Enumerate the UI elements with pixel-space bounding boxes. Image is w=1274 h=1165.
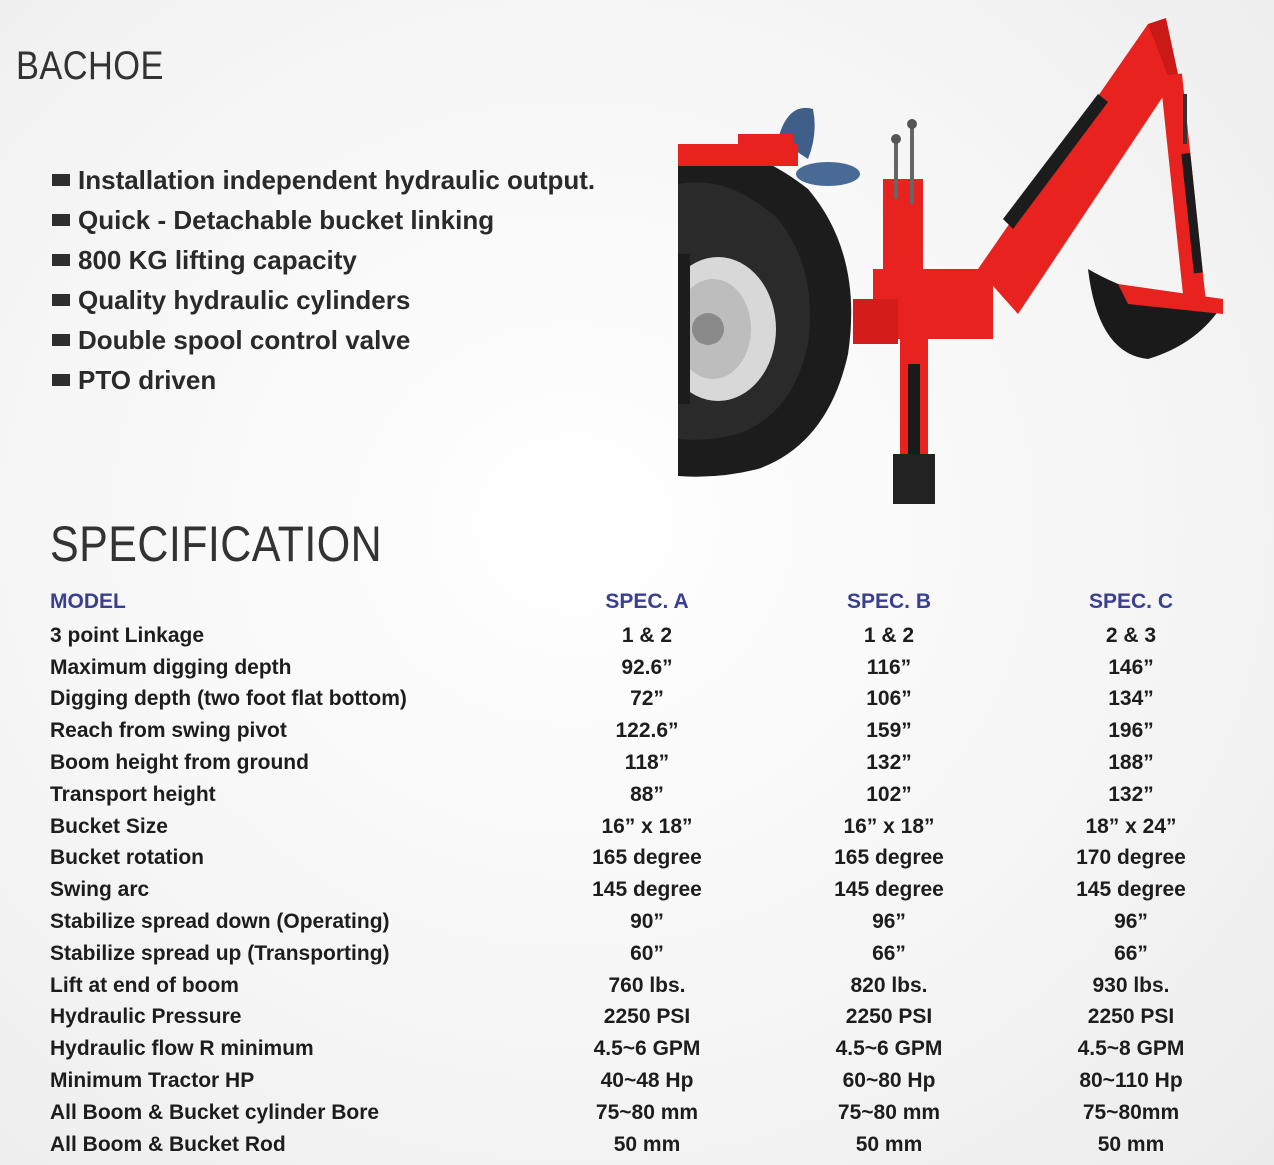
spec-value-cell: 165 degree bbox=[834, 846, 944, 870]
feature-text: Double spool control valve bbox=[78, 324, 411, 355]
spec-value-cell: 1 & 2 bbox=[621, 623, 673, 647]
spec-value-cell: 1 & 2 bbox=[863, 623, 915, 647]
spec-value-cell: 145 degree bbox=[1076, 878, 1186, 902]
spec-value-cell: 102” bbox=[866, 782, 912, 806]
spec-label-cell: Digging depth (two foot flat bottom) bbox=[50, 687, 407, 711]
spec-value-cell: 196” bbox=[1108, 719, 1154, 743]
spec-value-cell: 4.5~8 GPM bbox=[1077, 1037, 1185, 1061]
column-header: SPEC. A bbox=[605, 590, 689, 613]
spec-label-cell: Boom height from ground bbox=[50, 751, 309, 775]
spec-value-cell: 106” bbox=[866, 687, 912, 711]
table-row bbox=[48, 652, 1252, 684]
feature-text: Quick - Detachable bucket linking bbox=[78, 204, 495, 235]
table-row bbox=[48, 906, 1252, 938]
spec-label-cell: Reach from swing pivot bbox=[50, 719, 287, 743]
spec-label-cell: Transport height bbox=[50, 782, 216, 806]
feature-item bbox=[52, 280, 595, 320]
spec-label-cell: Maximum digging depth bbox=[50, 655, 292, 679]
spec-value-cell: 159” bbox=[866, 719, 912, 743]
spec-value-cell: 132” bbox=[866, 751, 912, 775]
page-title: BACHOE bbox=[16, 44, 164, 88]
spec-label-cell: All Boom & Bucket Rod bbox=[50, 1132, 286, 1156]
spec-value-cell: 66” bbox=[872, 941, 906, 965]
spec-value-cell: 122.6” bbox=[615, 719, 679, 743]
table-body bbox=[48, 620, 1252, 1161]
backhoe-image bbox=[678, 14, 1238, 514]
spec-value-cell: 145 degree bbox=[592, 878, 702, 902]
table-row bbox=[48, 843, 1252, 875]
square-bullet-icon bbox=[52, 214, 70, 226]
table-header-row bbox=[48, 584, 1252, 620]
spec-value-cell: 80~110 Hp bbox=[1079, 1069, 1183, 1093]
column-header: MODEL bbox=[50, 590, 126, 613]
spec-value-cell: 90” bbox=[630, 910, 664, 934]
spec-value-cell: 116” bbox=[866, 655, 912, 679]
spec-label-cell: Swing arc bbox=[50, 878, 150, 902]
spec-label-cell: Stabilize spread up (Transporting) bbox=[50, 941, 390, 965]
spec-label-cell: Hydraulic Pressure bbox=[50, 1005, 242, 1029]
square-bullet-icon bbox=[52, 294, 70, 306]
spec-value-cell: 75~80 mm bbox=[837, 1100, 941, 1124]
spec-value-cell: 16” x 18” bbox=[601, 814, 693, 838]
spec-value-cell: 2250 PSI bbox=[1087, 1005, 1175, 1029]
square-bullet-icon bbox=[52, 334, 70, 346]
spec-label-cell: Lift at end of boom bbox=[50, 973, 239, 997]
spec-label-cell: Minimum Tractor HP bbox=[50, 1069, 255, 1093]
spec-label-cell: All Boom & Bucket cylinder Bore bbox=[50, 1100, 380, 1124]
feature-item bbox=[52, 320, 595, 360]
spec-label-cell: Bucket rotation bbox=[50, 846, 205, 870]
spec-value-cell: 170 degree bbox=[1076, 846, 1186, 870]
spec-value-cell: 134” bbox=[1108, 687, 1154, 711]
table-row bbox=[48, 1129, 1252, 1161]
spec-value-cell: 60” bbox=[630, 941, 664, 965]
spec-value-cell: 96” bbox=[1114, 910, 1148, 934]
table-row bbox=[48, 1065, 1252, 1097]
spec-value-cell: 930 lbs. bbox=[1092, 973, 1170, 997]
spec-value-cell: 165 degree bbox=[592, 846, 702, 870]
feature-text: Installation independent hydraulic output. bbox=[78, 164, 596, 195]
spec-value-cell: 145 degree bbox=[834, 878, 944, 902]
spec-value-cell: 18” x 24” bbox=[1085, 814, 1177, 838]
table-row bbox=[48, 874, 1252, 906]
spec-title: SPECIFICATION bbox=[50, 516, 383, 572]
column-header: SPEC. B bbox=[846, 590, 932, 613]
spec-value-cell: 2 & 3 bbox=[1105, 623, 1157, 647]
table-row bbox=[48, 620, 1252, 652]
table-row bbox=[48, 1033, 1252, 1065]
square-bullet-icon bbox=[52, 254, 70, 266]
column-header: SPEC. C bbox=[1088, 590, 1174, 613]
spec-label-cell: Hydraulic flow R minimum bbox=[50, 1037, 314, 1061]
spec-value-cell: 50 mm bbox=[613, 1132, 681, 1156]
spec-value-cell: 75~80mm bbox=[1082, 1100, 1180, 1124]
table-row bbox=[48, 1097, 1252, 1129]
spec-value-cell: 16” x 18” bbox=[843, 814, 935, 838]
feature-item bbox=[52, 240, 595, 280]
table-row bbox=[48, 1002, 1252, 1034]
spec-value-cell: 146” bbox=[1108, 655, 1154, 679]
table-row bbox=[48, 684, 1252, 716]
tractor-tire bbox=[678, 149, 851, 477]
spec-label-cell: Bucket Size bbox=[50, 814, 168, 838]
spec-value-cell: 40~48 Hp bbox=[600, 1069, 694, 1093]
spec-value-cell: 75~80 mm bbox=[595, 1100, 699, 1124]
feature-item bbox=[52, 200, 595, 240]
spec-value-cell: 60~80 Hp bbox=[842, 1069, 936, 1093]
boom-arm bbox=[978, 18, 1206, 314]
spec-value-cell: 72” bbox=[630, 687, 664, 711]
table-row bbox=[48, 747, 1252, 779]
feature-text: Quality hydraulic cylinders bbox=[78, 284, 411, 315]
spec-value-cell: 188” bbox=[1108, 751, 1154, 775]
spec-value-cell: 118” bbox=[624, 751, 670, 775]
spec-value-cell: 66” bbox=[1114, 941, 1148, 965]
spec-value-cell: 50 mm bbox=[1097, 1132, 1165, 1156]
spec-value-cell: 92.6” bbox=[621, 655, 673, 679]
feature-text: PTO driven bbox=[78, 364, 217, 395]
spec-value-cell: 760 lbs. bbox=[608, 973, 686, 997]
spec-table bbox=[48, 584, 1252, 1161]
spec-value-cell: 88” bbox=[630, 782, 664, 806]
feature-text: 800 KG lifting capacity bbox=[78, 244, 357, 275]
spec-value-cell: 820 lbs. bbox=[850, 973, 928, 997]
square-bullet-icon bbox=[52, 174, 70, 186]
feature-item bbox=[52, 360, 595, 400]
spec-label-cell: 3 point Linkage bbox=[50, 623, 205, 647]
spec-value-cell: 132” bbox=[1108, 782, 1154, 806]
spec-value-cell: 2250 PSI bbox=[845, 1005, 933, 1029]
spec-value-cell: 4.5~6 GPM bbox=[593, 1037, 701, 1061]
feature-list bbox=[52, 160, 595, 400]
spec-value-cell: 96” bbox=[872, 910, 906, 934]
table-row bbox=[48, 938, 1252, 970]
spec-value-cell: 50 mm bbox=[855, 1132, 923, 1156]
spec-label-cell: Stabilize spread down (Operating) bbox=[50, 910, 390, 934]
feature-item bbox=[52, 160, 595, 200]
table-row bbox=[48, 779, 1252, 811]
table-row bbox=[48, 811, 1252, 843]
table-row bbox=[48, 970, 1252, 1002]
spec-value-cell: 2250 PSI bbox=[603, 1005, 691, 1029]
square-bullet-icon bbox=[52, 374, 70, 386]
spec-value-cell: 4.5~6 GPM bbox=[835, 1037, 943, 1061]
table-row bbox=[48, 715, 1252, 747]
